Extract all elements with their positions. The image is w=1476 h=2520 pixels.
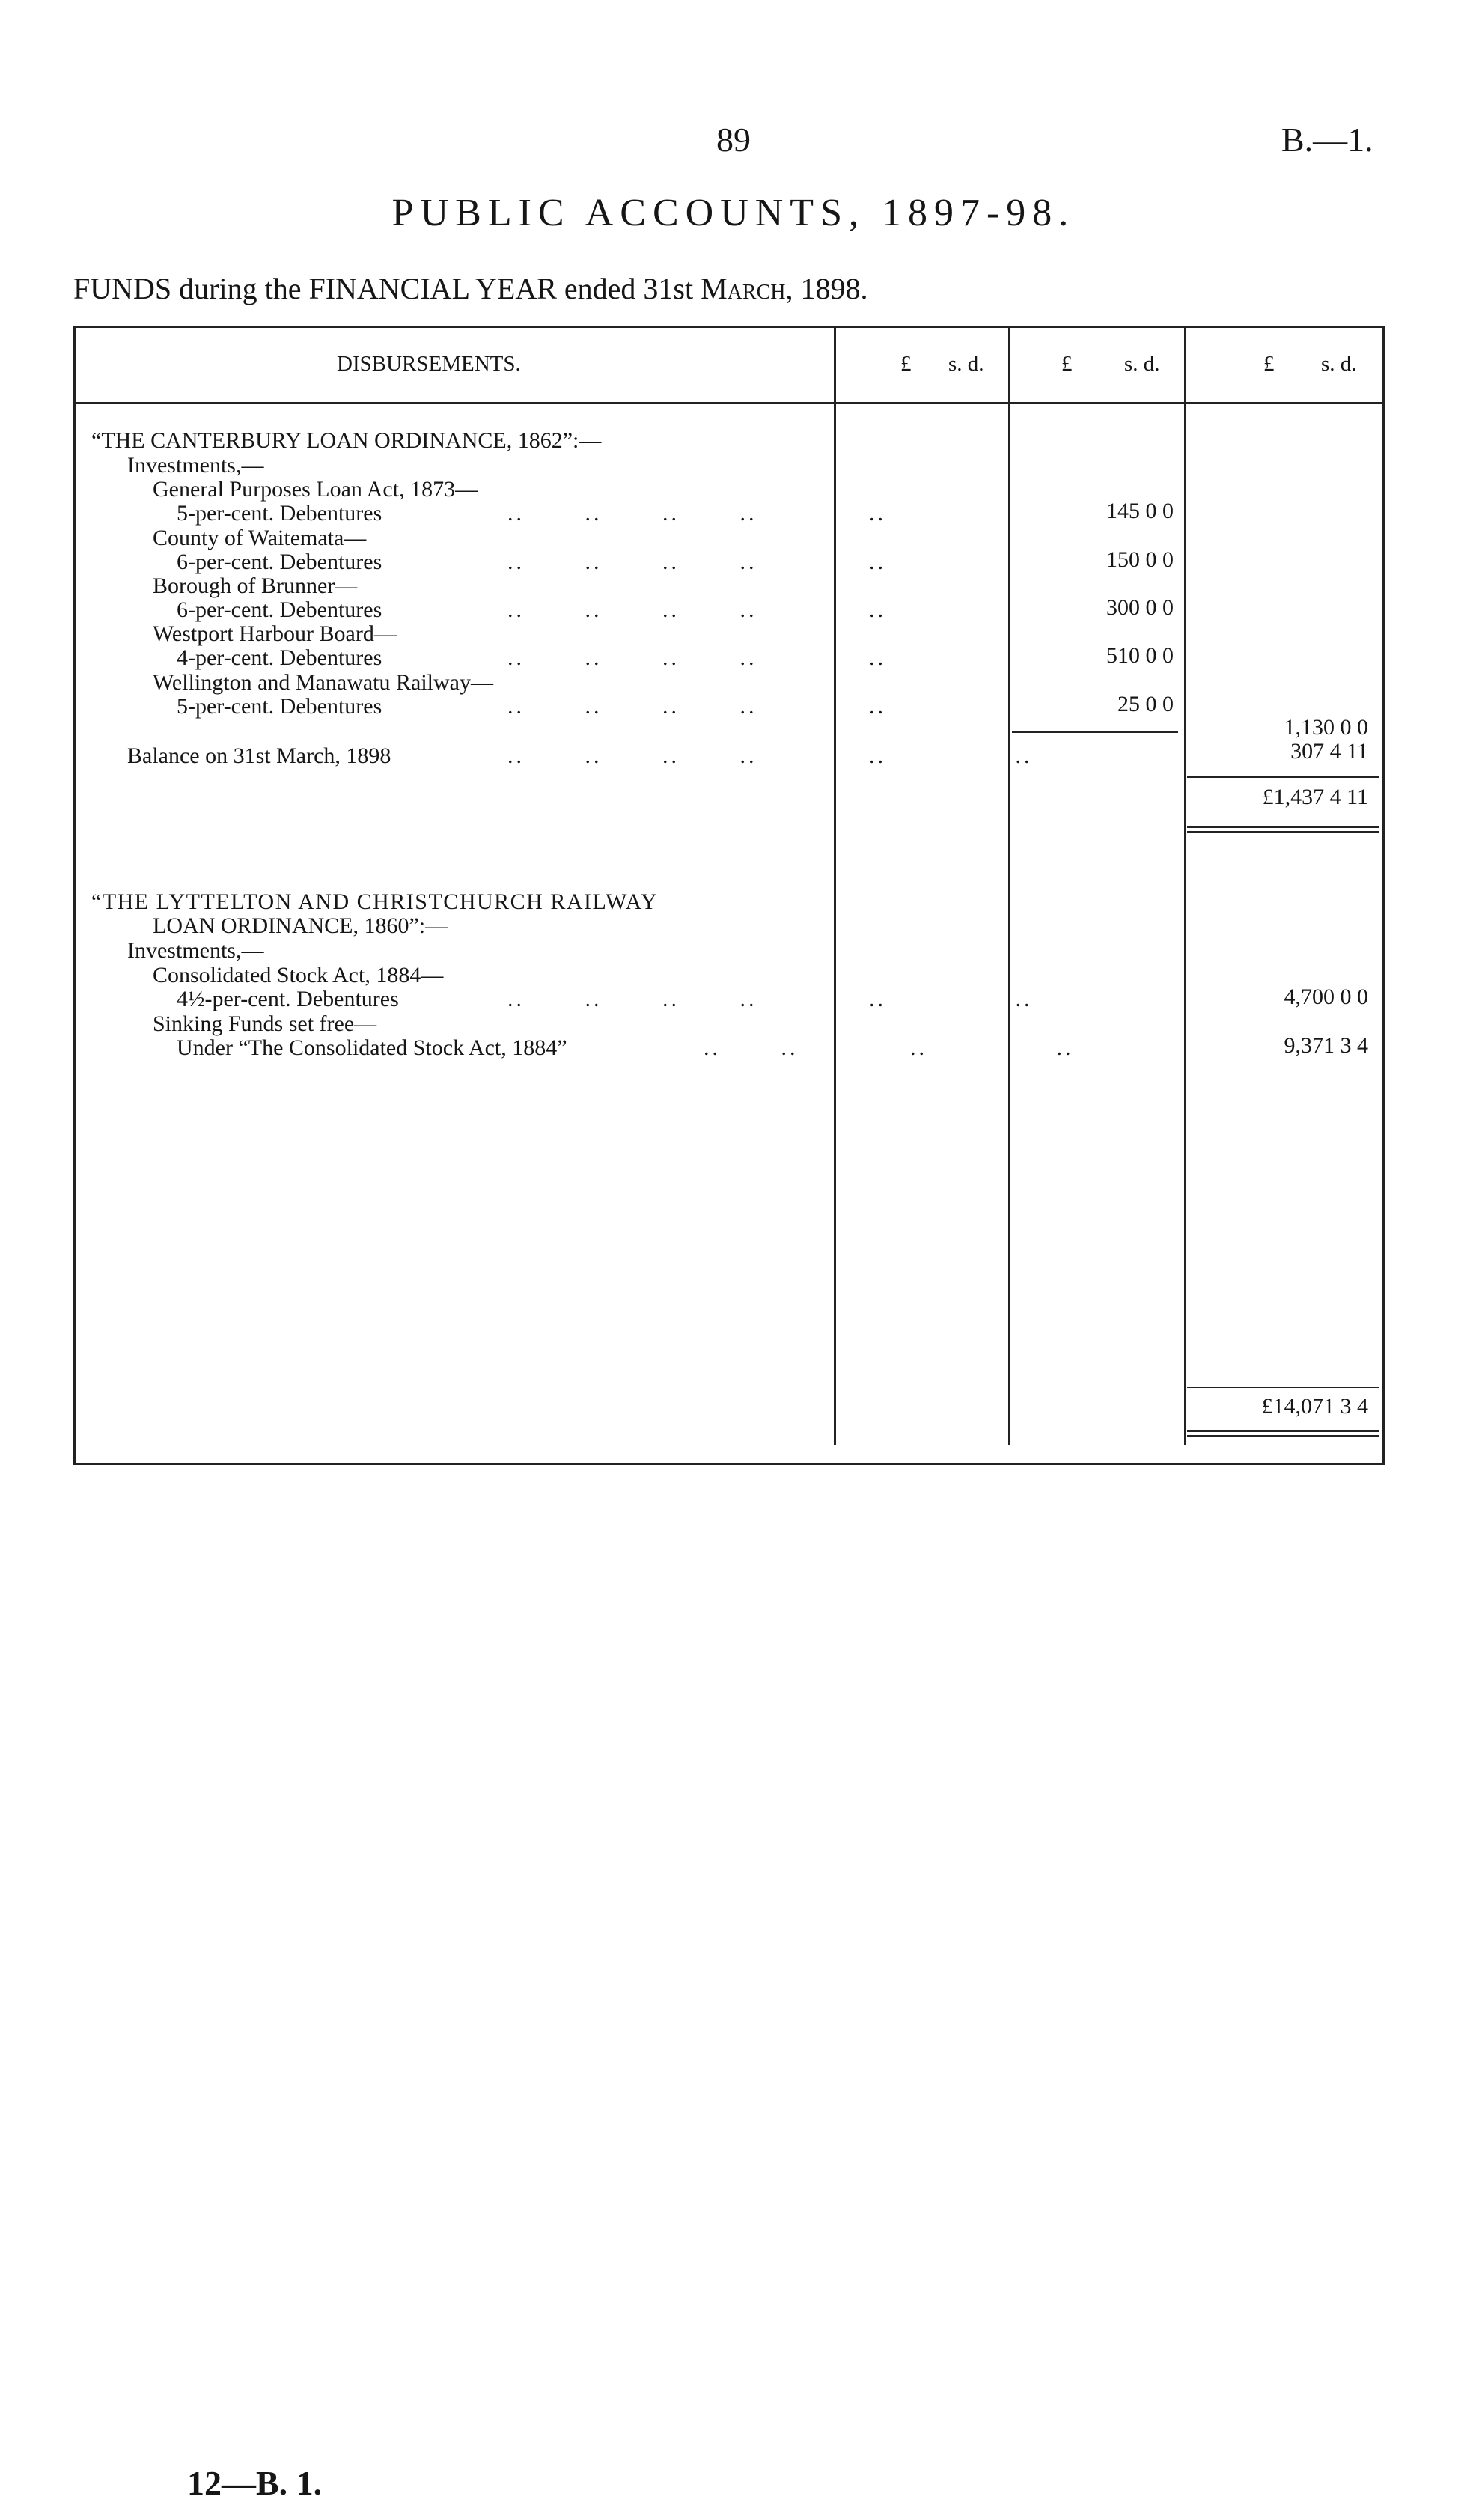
leader-dots: .. .. .. .. .. (507, 645, 886, 670)
leader-dots: .. .. .. .. (704, 1035, 1074, 1060)
investments-label: Investments,— (127, 938, 264, 963)
item-amount: 4,700 0 0 (1284, 984, 1368, 1009)
item-amount: 25 0 0 (1117, 692, 1174, 716)
column-divider-1 (834, 327, 836, 1445)
total-rule-top (1187, 776, 1379, 778)
total-rule-double-b (1187, 1435, 1379, 1437)
item-desc: 4½-per-cent. Debentures (177, 987, 399, 1011)
item-amount: 145 0 0 (1106, 499, 1174, 523)
item-act: Borough of Brunner— (153, 573, 358, 598)
subtitle-prefix: FUNDS during the FINANCIAL YEAR ended 31st (73, 272, 694, 305)
total-rule-double-a (1187, 826, 1379, 828)
column-divider-3 (1184, 327, 1186, 1445)
col3-sd-header: s. d. (1321, 352, 1357, 376)
section-total: £14,071 3 4 (1261, 1394, 1368, 1419)
item-act: General Purposes Loan Act, 1873— (153, 477, 478, 502)
section-total: £1,437 4 11 (1262, 785, 1368, 809)
item-desc: 6-per-cent. Debentures (177, 597, 382, 622)
total-rule-double-a (1187, 1430, 1379, 1432)
item-desc: 5-per-cent. Debentures (177, 694, 382, 719)
investments-label: Investments,— (127, 453, 264, 478)
section-title: “THE CANTERBURY LOAN ORDINANCE, 1862”:— (91, 428, 602, 453)
section-title-continued: LOAN ORDINANCE, 1860”:— (153, 913, 448, 938)
page-title: PUBLIC ACCOUNTS, 1897-98. (391, 192, 1076, 234)
item-act: Westport Harbour Board— (153, 621, 397, 646)
document-reference: B.—1. (1281, 121, 1373, 159)
sinking-funds-desc: Under “The Consolidated Stock Act, 1884” (177, 1035, 567, 1060)
total-rule-top (1187, 1387, 1379, 1388)
leader-dots: .. .. .. .. .. .. (507, 987, 1033, 1011)
footer-reference: 12—B. 1. (187, 2464, 323, 2502)
subtotal-rule (1012, 731, 1178, 733)
subtitle-month: March (701, 272, 786, 305)
item-desc: 4-per-cent. Debentures (177, 645, 382, 670)
page-number: 89 (716, 121, 751, 159)
col2-sd-header: s. d. (1124, 352, 1160, 376)
section-title: “THE LYTTELTON AND CHRISTCHURCH RAILWAY (91, 889, 659, 914)
item-amount: 300 0 0 (1106, 595, 1174, 620)
total-rule-double-b (1187, 831, 1379, 833)
leader-dots: .. .. .. .. .. (507, 501, 886, 526)
col2-pound-header: £ (1061, 352, 1073, 376)
subtotal-amount: 1,130 0 0 (1284, 715, 1368, 740)
item-act: County of Waitemata— (153, 526, 367, 550)
header-rule (76, 402, 1382, 404)
item-desc: 5-per-cent. Debentures (177, 501, 382, 526)
col3-pound-header: £ (1263, 352, 1275, 376)
item-amount: 150 0 0 (1106, 547, 1174, 572)
leader-dots: .. .. .. .. .. .. (507, 743, 1033, 768)
leader-dots: .. .. .. .. .. (507, 550, 886, 574)
balance-amount: 307 4 11 (1290, 739, 1368, 764)
leader-dots: .. .. .. .. .. (507, 694, 886, 719)
sinking-funds-label: Sinking Funds set free— (153, 1011, 377, 1036)
item-amount: 510 0 0 (1106, 643, 1174, 668)
col1-pound-header: £ (900, 352, 912, 376)
page-subtitle (73, 271, 867, 306)
item-act: Consolidated Stock Act, 1884— (153, 963, 444, 987)
sinking-funds-amount: 9,371 3 4 (1284, 1033, 1368, 1058)
col1-sd-header: s. d. (948, 352, 984, 376)
item-act: Wellington and Manawatu Railway— (153, 670, 493, 695)
leader-dots: .. .. .. .. .. (507, 597, 886, 622)
item-desc: 6-per-cent. Debentures (177, 550, 382, 574)
column-divider-2 (1008, 327, 1010, 1445)
disbursements-header: DISBURSEMENTS. (337, 352, 521, 376)
balance-label: Balance on 31st March, 1898 (127, 743, 391, 768)
subtitle-suffix: , 1898. (785, 272, 868, 305)
